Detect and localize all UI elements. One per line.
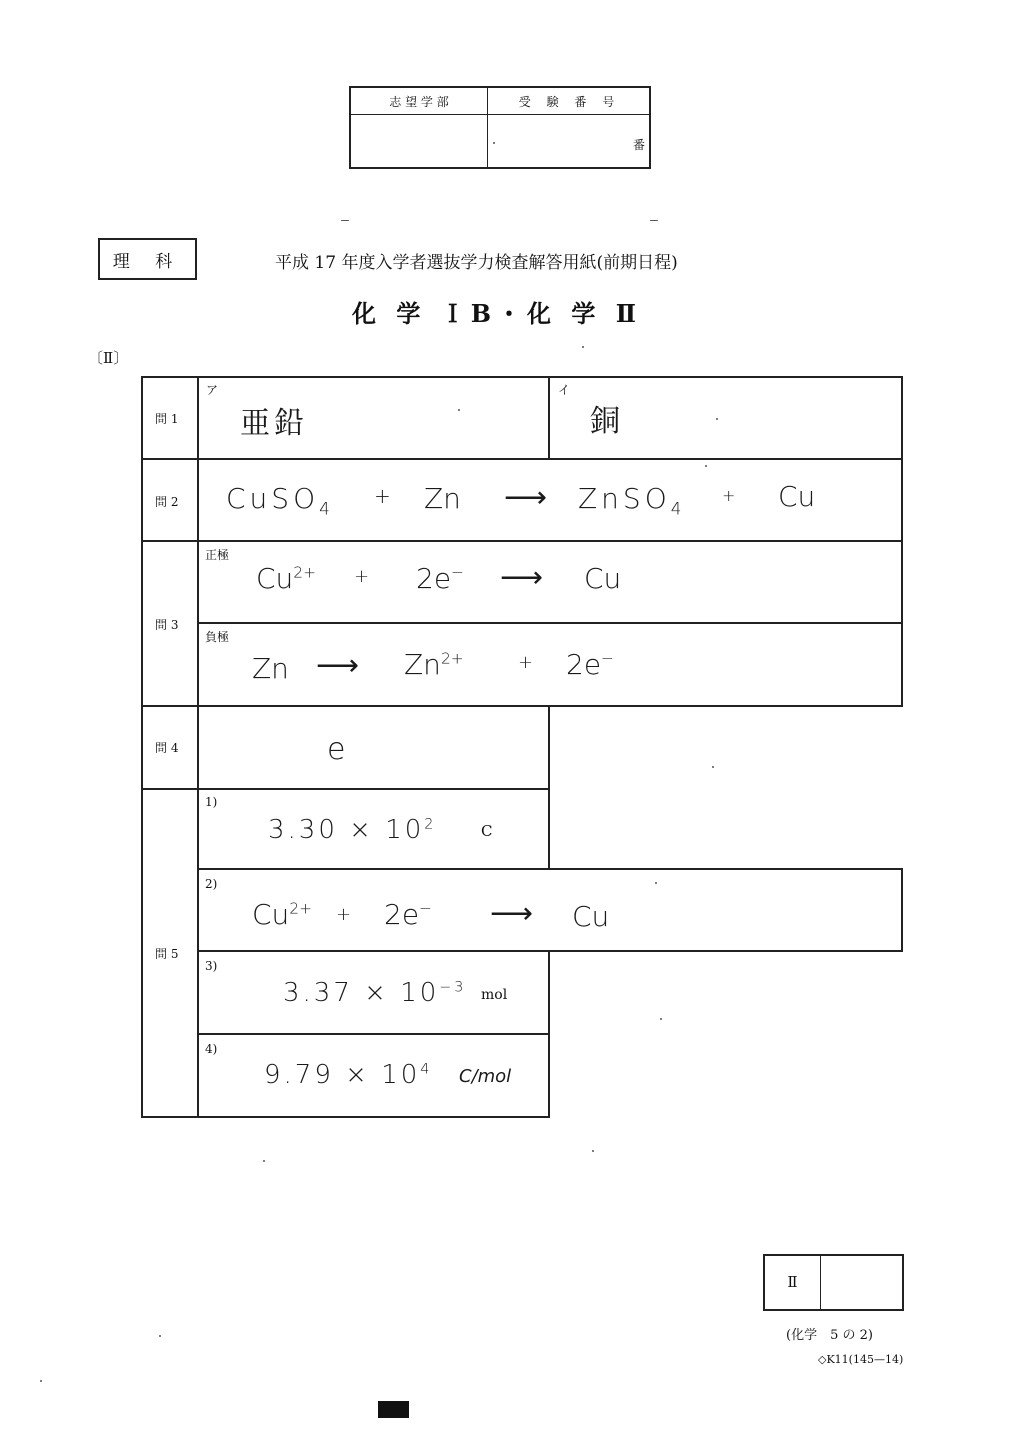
q5-1-unit: C <box>481 822 493 840</box>
q2-reactant2: Zn <box>424 482 461 515</box>
q5-2-plus: + <box>336 904 352 925</box>
q3-neg-reactant: Zn <box>252 652 289 685</box>
q4-answer[interactable]: e <box>327 732 346 767</box>
q3-pos-plus: + <box>354 566 370 587</box>
q5-3-answer[interactable] <box>283 978 466 1008</box>
q5-2-e-sup: − <box>419 899 432 918</box>
q1-a-answer[interactable]: 亜鉛 <box>240 406 308 441</box>
q2-product2: Cu <box>778 480 816 513</box>
q5-3-tag: 3) <box>205 959 218 973</box>
q5-2-e: 2e <box>384 898 420 931</box>
q2-arrow: ⟶ <box>504 480 548 515</box>
score-field[interactable] <box>821 1256 902 1309</box>
scan-mark <box>378 1401 409 1418</box>
subject-label: 理 科 <box>112 251 183 272</box>
number-suffix: 番 <box>633 138 646 152</box>
section-label: 〔Ⅱ〕 <box>88 349 129 367</box>
q2-plus1: + <box>374 484 391 508</box>
q5-1-value: 3.30 × 10 <box>268 815 425 845</box>
q3-positive-label: 正極 <box>205 548 230 562</box>
q1-i-answer[interactable]: 銅 <box>590 404 620 439</box>
q3-positive-equation[interactable] <box>256 562 876 606</box>
q5-2-product: Cu <box>572 900 610 933</box>
q5-1-tag: 1) <box>205 795 218 809</box>
q2-product1-sub: 4 <box>670 498 686 519</box>
q5-4-answer[interactable] <box>264 1060 432 1090</box>
q1-label: 問 1 <box>155 412 179 426</box>
page-note: (化学 5 の 2) <box>786 1328 873 1343</box>
q4-label: 問 4 <box>155 741 179 755</box>
q3-negative-equation[interactable] <box>252 648 872 692</box>
q5-2-tag: 2) <box>205 877 218 891</box>
exam-title: 平成 17 年度入学者選抜学力検査解答用紙(前期日程) <box>275 253 678 273</box>
q1-i-tag: イ <box>558 383 571 397</box>
q3-pos-arrow: ⟶ <box>500 560 544 595</box>
q5-4-tag: 4) <box>205 1042 218 1056</box>
q3-label: 問 3 <box>155 618 179 632</box>
q5-4-unit: C/mol <box>459 1066 512 1087</box>
q5-3-unit: mol <box>481 987 508 1003</box>
q3-neg-plus: + <box>518 652 534 673</box>
q3-neg-e-sup: − <box>601 649 614 668</box>
q2-reactant1: CuSO <box>226 482 320 515</box>
q3-neg-charge: 2+ <box>440 649 464 668</box>
faculty-label: 志 望 学 部 <box>389 95 449 109</box>
q5-3-exp: −3 <box>439 979 467 996</box>
q3-negative-label: 負極 <box>205 630 230 644</box>
q3-pos-product: Cu <box>584 562 622 595</box>
q2-equation[interactable] <box>226 482 886 522</box>
q5-1-answer[interactable] <box>268 815 436 845</box>
exam-number-label: 受 験 番 号 <box>518 95 621 109</box>
q3-neg-arrow: ⟶ <box>316 648 360 683</box>
q3-pos-ion: Cu <box>256 562 294 595</box>
score-box <box>763 1254 904 1311</box>
q5-4-value: 9.79 × 10 <box>264 1060 421 1090</box>
q5-label: 問 5 <box>155 947 179 961</box>
q2-product1: ZnSO <box>578 482 671 515</box>
q2-label: 問 2 <box>155 495 179 509</box>
q3-pos-e: 2e <box>416 562 452 595</box>
q3-pos-charge: 2+ <box>293 563 316 582</box>
q2-reactant1-sub: 4 <box>319 498 334 519</box>
q3-neg-e: 2e <box>566 648 602 681</box>
q3-neg-ion: Zn <box>404 648 441 681</box>
q5-3-value: 3.37 × 10 <box>283 978 440 1008</box>
q2-plus2: + <box>722 486 736 505</box>
q5-2-charge: 2+ <box>289 899 312 918</box>
form-code: ◇K11(145—14) <box>818 1353 904 1366</box>
q5-2-arrow: ⟶ <box>490 896 534 931</box>
q5-4-exp: 4 <box>420 1061 433 1078</box>
score-box-label: Ⅱ <box>787 1273 798 1291</box>
q5-2-ion: Cu <box>252 898 290 931</box>
q5-1-exp: 2 <box>424 816 437 833</box>
q3-pos-e-sup: − <box>451 563 464 582</box>
subject-title: 化 学 ＩB・化 学 Ⅱ <box>352 299 642 328</box>
q5-2-equation[interactable] <box>252 898 872 942</box>
q1-a-tag: ア <box>206 383 219 397</box>
